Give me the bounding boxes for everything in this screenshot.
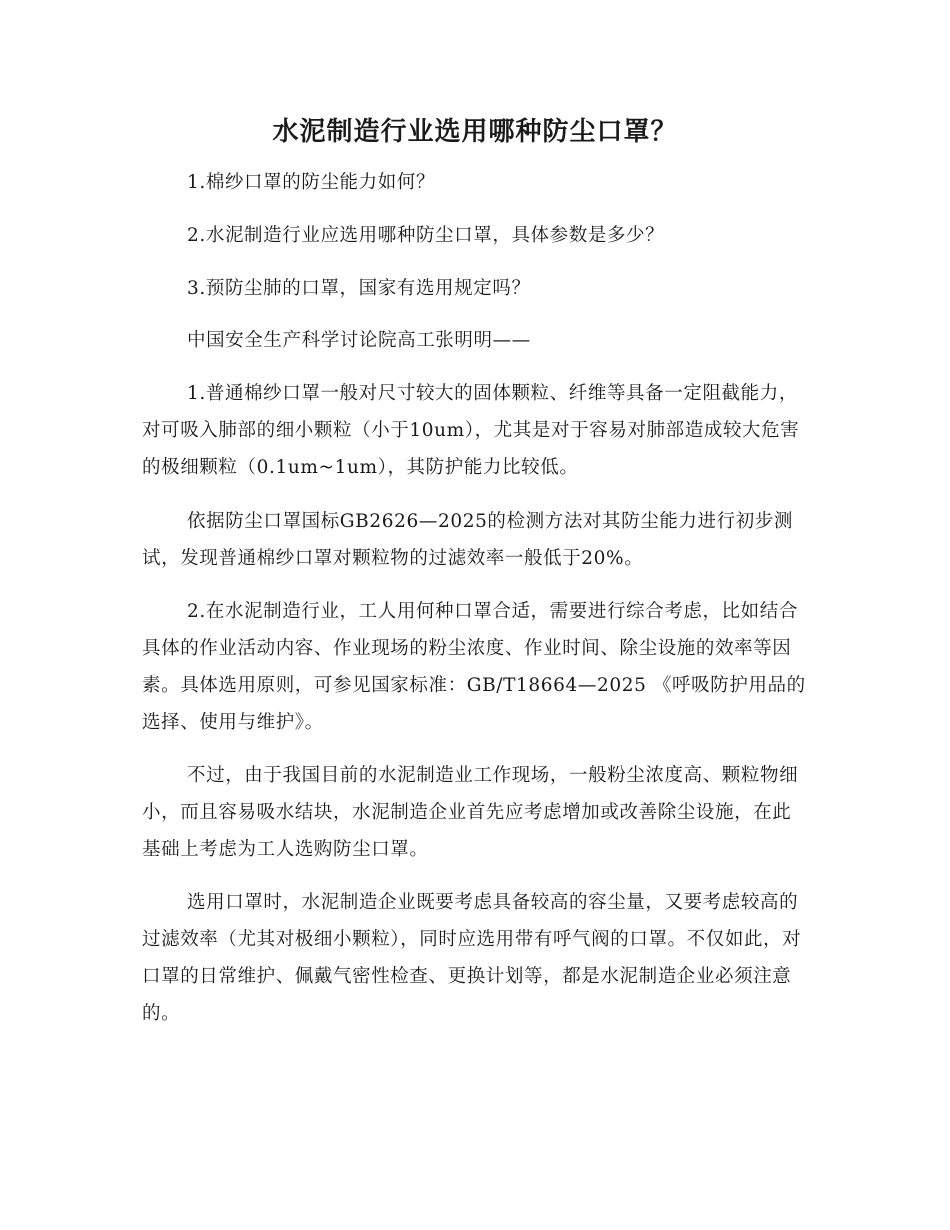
answer-1-test: 依据防尘口罩国标GB2626—2025的检测方法对其防尘能力进行初步测试，发现普通棉纱口罩对颗粒物的过滤效率一般低于20%。 [142, 511, 794, 569]
answer-2-workplace: 不过，由于我国目前的水泥制造业工作现场，一般粉尘浓度高、颗粒物细小，而且容易吸水结块，水泥制造企业首先应考虑增加或改善除尘设施，在此基础上考虑为工人选购防尘口罩。 [142, 765, 799, 860]
answer-2-selection: 选用口罩时，水泥制造企业既要考虑具备较高的容尘量，又要考虑较高的过滤效率（尤其对极细小颗粒），同时应选用带有呼气阀的口罩。不仅如此，对口罩的日常维护、佩戴气密性检查、更换计划等，都是水泥制造企业必须注意的。 [142, 892, 802, 1024]
answer-1: 1.普通棉纱口罩一般对尺寸较大的固体颗粒、纤维等具备一定阻截能力，对可吸入肺部的细小颗粒（小于10um），尤其是对于容易对肺部造成较大危害的极细颗粒（0.1um~1um），其防护能力比较低。 [142, 383, 800, 478]
answer-author: 中国安全生产科学讨论院高工张明明—— [187, 330, 531, 351]
question-1: 1.棉纱口罩的防尘能力如何？ [187, 172, 436, 193]
document-title: 水泥制造行业选用哪种防尘口罩？ [272, 117, 678, 147]
answer-2: 2.在水泥制造行业，工人用何种口罩合适，需要进行综合考虑，比如结合具体的作业活动内容、作业现场的粉尘浓度、作业时间、除尘设施的效率等因素。具体选用原则，可参见国家标准：GB/T18664—2025 《呼吸防护用品的选择、使用与维护》。 [142, 601, 806, 733]
question-3: 3.预防尘肺的口罩，国家有选用规定吗？ [187, 278, 531, 299]
question-2: 2.水泥制造行业应选用哪种防尘口罩，具体参数是多少？ [187, 225, 665, 246]
